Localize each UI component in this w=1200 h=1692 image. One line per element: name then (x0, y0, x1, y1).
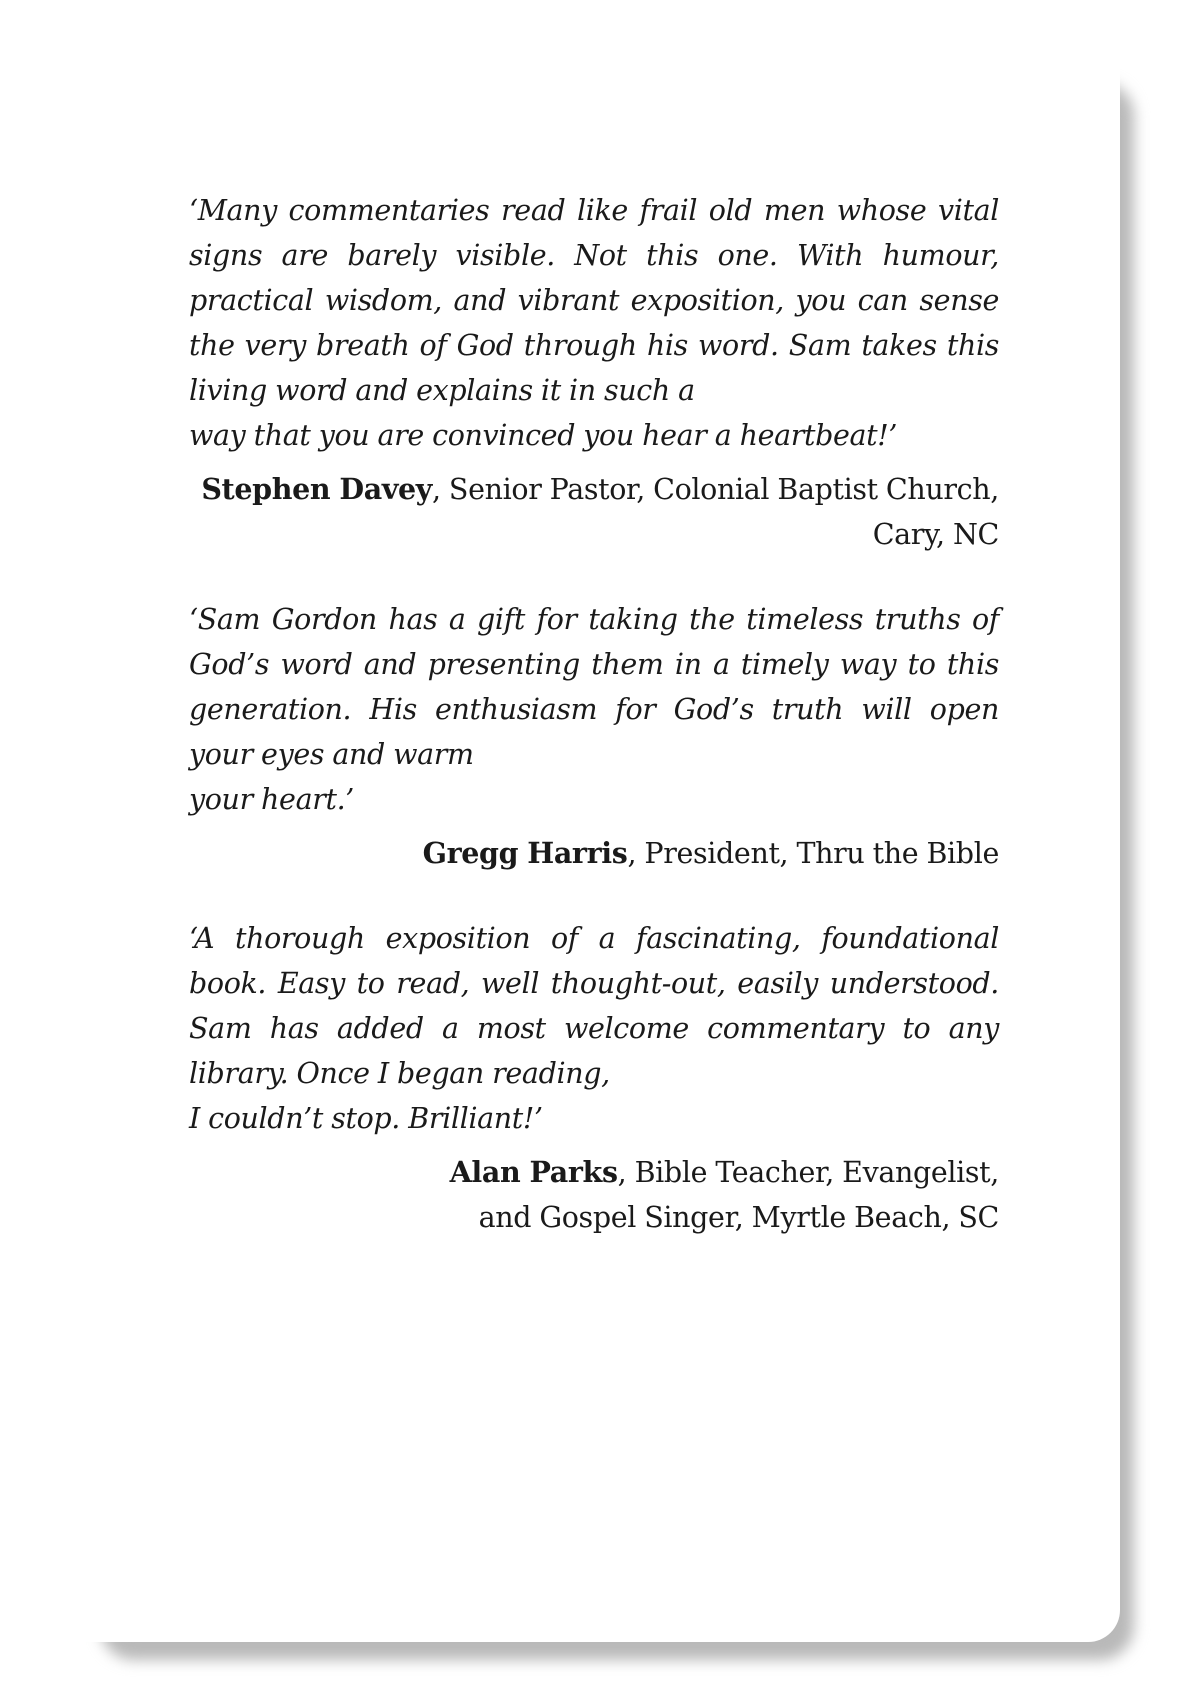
quote-line: your heart.’ (189, 783, 355, 816)
endorsement-alan-parks (189, 916, 999, 1240)
endorsement-gregg-harris (189, 597, 999, 876)
endorser-name: Stephen Davey (201, 472, 433, 506)
endorsement-quote (189, 597, 999, 822)
endorsement-quote (189, 188, 999, 458)
quote-line: most welcome commentary to any library. Once I began reading, (189, 1012, 999, 1090)
quote-line: barely visible. Not this one. With humour, practical wisdom, and (189, 239, 999, 317)
quote-line: ‘A thorough exposition of a fascinating, foundational book. Easy (189, 922, 999, 1000)
endorsement-quote (189, 916, 999, 1141)
quote-line: word and presenting them in a timely way to this generation. (189, 648, 999, 726)
endorser-credit: , Senior Pastor, Colonial Baptist Church, (432, 473, 999, 506)
endorser-name: Alan Parks (449, 1155, 618, 1189)
quote-line: way that you are convinced you hear a heartbeat!’ (189, 419, 898, 452)
quote-line: I couldn’t stop. Brilliant!’ (189, 1102, 543, 1135)
endorser-credit: Cary, NC (872, 518, 999, 551)
quote-line: His enthusiasm for God’s truth will open your eyes and warm (189, 693, 999, 771)
endorser-credit: , Bible Teacher, Evangelist, (617, 1156, 999, 1189)
quote-line: ‘Many commentaries read like frail old men whose vital signs are (189, 194, 999, 272)
quote-line: ‘Sam Gordon has a gift for taking the timeless truths of God’s (189, 603, 999, 681)
quote-line: to read, well thought-out, easily understood. Sam has added a (189, 967, 1000, 1045)
endorser-credit: , President, Thru the Bible (627, 837, 999, 870)
endorsement-attribution (189, 467, 999, 557)
endorsement-attribution (189, 1150, 999, 1240)
quote-line: his word. Sam takes this living word and explains it in such a (189, 329, 999, 407)
endorser-name: Gregg Harris (422, 836, 628, 870)
quote-line: vibrant exposition, you can sense the very breath of God through (189, 284, 999, 362)
endorsement-attribution (189, 831, 999, 876)
endorser-credit: and Gospel Singer, Myrtle Beach, SC (478, 1201, 999, 1234)
endorsement-stephen-davey (189, 188, 999, 557)
